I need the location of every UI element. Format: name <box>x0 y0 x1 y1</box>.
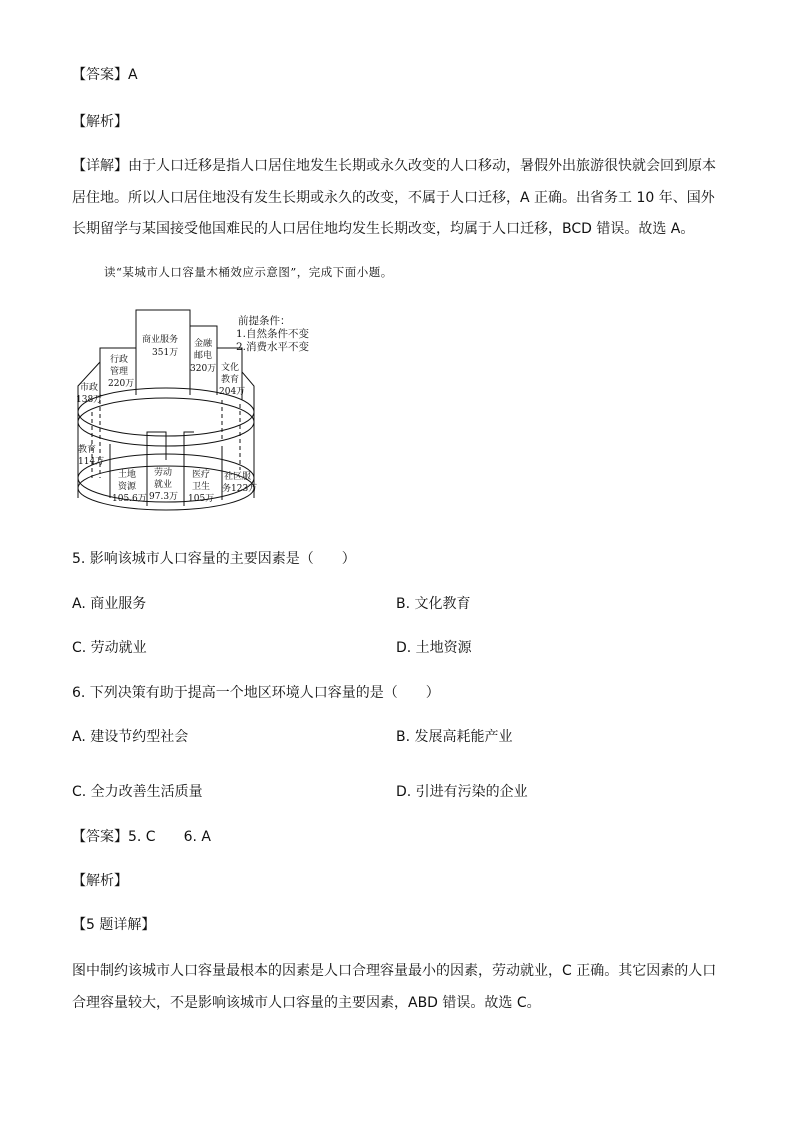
stave-labor-label-2: 就业 <box>154 480 173 490</box>
stave-municipal-label: 市政 <box>80 383 99 393</box>
stave-community-value: 务123万 <box>222 484 258 494</box>
q5-option-c: C. 劳动就业 <box>72 640 147 656</box>
stave-community-label: 社区服 <box>224 472 252 482</box>
detail-line-1: 【详解】由于人口迁移是指人口居住地发生长期或永久改变的人口移动，暑假外出旅游很快就会回到原本 <box>72 158 716 174</box>
detail-line-2: 居住地。所以人口居住地没有发生长期或永久的改变，不属于人口迁移，A 正确。出省务工 10 年、国外 <box>72 190 715 206</box>
stave-land-value: 105.6万 <box>112 494 147 504</box>
stave-admin-label-2: 管理 <box>110 367 129 377</box>
stave-culture-value: 204万 <box>219 387 246 397</box>
stave-education-value: 114万 <box>78 457 105 467</box>
stave-land-label-1: 土地 <box>118 470 137 480</box>
stave-admin-label-1: 行政 <box>110 355 129 365</box>
q6-option-b: B. 发展高耗能产业 <box>396 729 513 745</box>
answer-label-q4: 【答案】A <box>72 67 138 83</box>
q5-detail-line-2: 合理容量较大，不是影响该城市人口容量的主要因素，ABD 错误。故选 C。 <box>72 995 541 1011</box>
stave-labor-value: 97.3万 <box>149 492 179 502</box>
condition-1: 1.自然条件不变 <box>236 328 310 340</box>
stave-finance-value: 320万 <box>190 364 217 374</box>
q6-option-c: C. 全力改善生活质量 <box>72 784 203 800</box>
q5-option-a: A. 商业服务 <box>72 596 147 612</box>
stave-education-label: 教育 <box>78 445 97 455</box>
q5-detail-title: 【5 题详解】 <box>72 917 156 933</box>
barrel-effect-figure <box>62 300 332 522</box>
stave-finance-label-1: 金融 <box>194 339 213 349</box>
stave-municipal-value: 138万 <box>76 395 103 405</box>
stave-labor-label-1: 劳动 <box>154 468 173 478</box>
q5-option-b: B. 文化教育 <box>396 596 471 612</box>
stave-medical-label-1: 医疗 <box>192 470 211 480</box>
analysis-label-2: 【解析】 <box>72 873 128 889</box>
answers-label: 【答案】5. C 6. A <box>72 829 211 845</box>
q6-option-d: D. 引进有污染的企业 <box>396 784 528 800</box>
q6-stem: 6. 下列决策有助于提高一个地区环境人口容量的是（ ） <box>72 685 440 701</box>
analysis-label-q4: 【解析】 <box>72 114 128 130</box>
stave-commerce-label: 商业服务 <box>142 335 179 345</box>
stave-admin-value: 220万 <box>108 379 135 389</box>
stave-commerce-value: 351万 <box>152 348 179 358</box>
conditions-title: 前提条件： <box>238 315 291 327</box>
stave-medical-label-2: 卫生 <box>192 482 211 492</box>
q6-option-a: A. 建设节约型社会 <box>72 729 189 745</box>
figure-intro: 读“某城市人口容量木桶效应示意图”，完成下面小题。 <box>104 265 393 279</box>
stave-culture-label-1: 文化 <box>221 363 240 373</box>
stave-finance-label-2: 邮电 <box>194 351 213 361</box>
stave-culture-label-2: 教育 <box>221 375 240 385</box>
q5-option-d: D. 土地资源 <box>396 640 472 656</box>
condition-2: 2.消费水平不变 <box>236 341 310 353</box>
q5-stem: 5. 影响该城市人口容量的主要因素是（ ） <box>72 551 356 567</box>
stave-medical-value: 105万 <box>188 494 215 504</box>
stave-land-label-2: 资源 <box>118 482 137 492</box>
q5-detail-line-1: 图中制约该城市人口容量最根本的因素是人口合理容量最小的因素，劳动就业，C 正确。其它因素的人口 <box>72 963 717 979</box>
detail-line-3: 长期留学与某国接受他国难民的人口居住地均发生长期改变，均属于人口迁移，BCD 错误。故选 A。 <box>72 221 695 237</box>
